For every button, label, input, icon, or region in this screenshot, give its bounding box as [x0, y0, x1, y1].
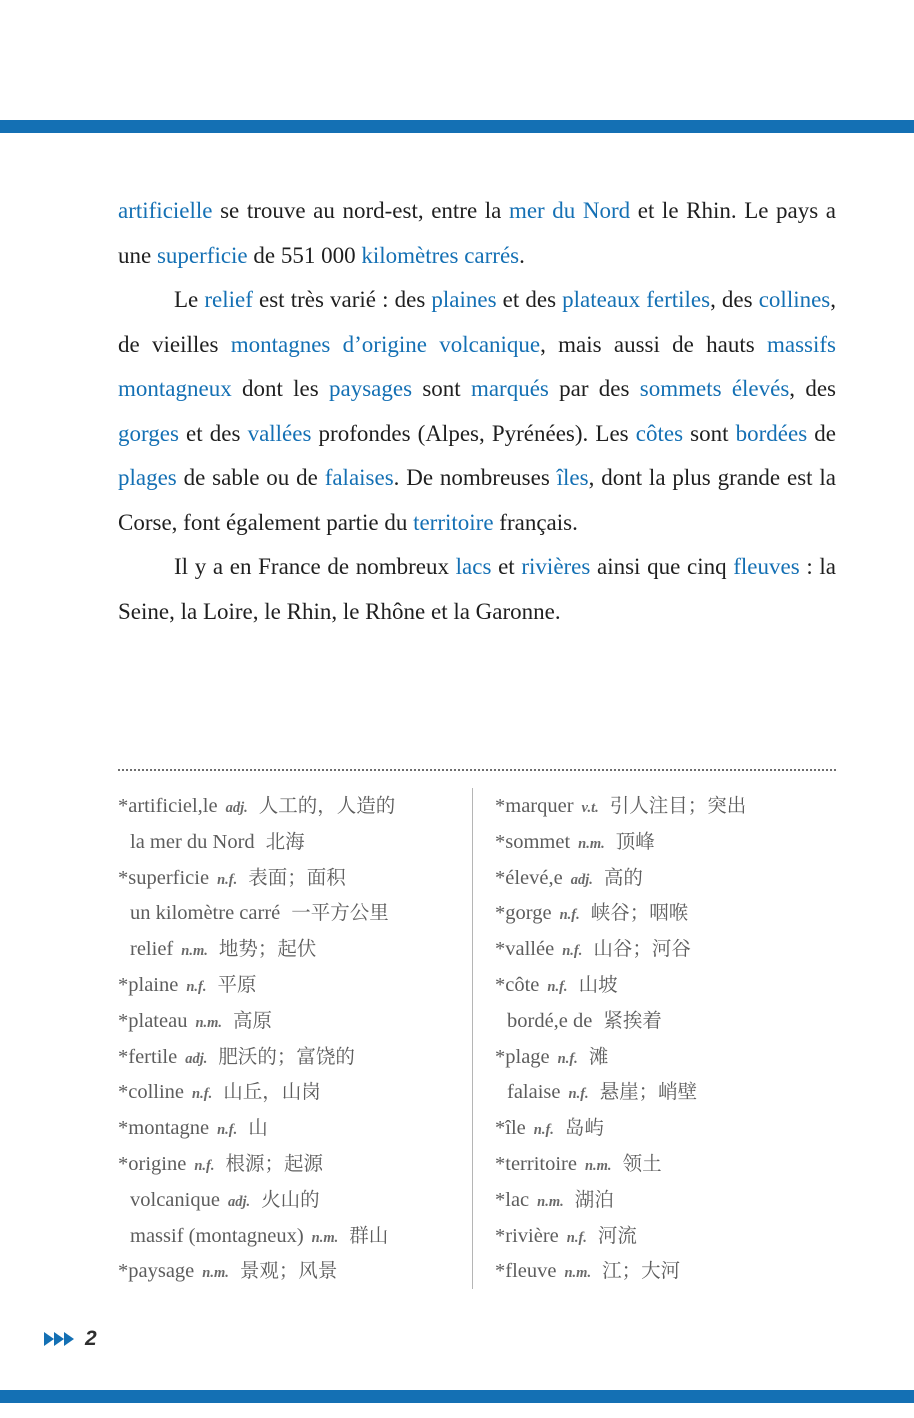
passage-text: et des	[178, 420, 248, 446]
vocab-entry	[118, 1218, 472, 1254]
passage-text: : la Seine, la Loire, le Rhin, le Rhône et la Garonne.	[118, 554, 836, 624]
vocab-column-left	[118, 788, 472, 1289]
keyword-highlight: massifs montagneux	[118, 331, 836, 401]
vocab-translation: 滩	[588, 1044, 609, 1068]
vocab-part-of-speech: n.f.	[547, 978, 568, 995]
vocab-word: *plaine	[118, 973, 179, 996]
keyword-highlight: bordées	[735, 420, 808, 446]
vocab-translation: 群山	[349, 1223, 389, 1247]
vocab-entry	[495, 1253, 836, 1289]
vocab-word: *origine	[118, 1152, 187, 1175]
passage-text: , de vieilles	[118, 287, 837, 357]
vocab-entry	[118, 860, 472, 896]
vocab-translation: 山	[248, 1116, 268, 1140]
page-number: 2	[85, 1327, 97, 1350]
vocab-entry	[495, 860, 836, 896]
vocab-translation: 火山的	[261, 1187, 320, 1211]
vocab-word: *plage	[495, 1045, 550, 1068]
keyword-highlight: territoire	[413, 509, 494, 535]
keyword-highlight: artificielle	[118, 198, 213, 223]
vocab-entry	[495, 931, 836, 967]
passage-text: par des	[548, 376, 640, 401]
vocab-word: *gorge	[495, 902, 552, 925]
vocab-entry	[118, 895, 472, 931]
vocab-translation: 高原	[233, 1008, 273, 1032]
vocab-entry	[495, 1003, 836, 1039]
passage-text: de sable ou de	[176, 465, 325, 490]
vocab-entry	[118, 1074, 472, 1110]
keyword-highlight: paysages	[329, 376, 413, 401]
section-separator	[118, 769, 836, 771]
passage-text: Le	[174, 287, 205, 312]
keyword-highlight: fleuves	[733, 554, 800, 579]
vocab-part-of-speech: adj.	[227, 1193, 251, 1210]
vocab-part-of-speech: n.m.	[578, 835, 605, 852]
keyword-highlight: gorges	[118, 420, 179, 446]
vocab-entry	[118, 1253, 472, 1289]
top-rule	[0, 120, 914, 133]
vocab-entry	[118, 1110, 472, 1146]
keyword-highlight: îles	[556, 465, 589, 490]
vocab-part-of-speech: n.f.	[562, 943, 583, 960]
vocab-entry	[495, 895, 836, 931]
vocab-word: *colline	[118, 1081, 185, 1104]
vocab-translation: 根源；起源	[225, 1151, 323, 1175]
vocab-part-of-speech: n.f.	[559, 907, 580, 924]
vocab-entry	[495, 1182, 836, 1218]
keyword-highlight: kilomètres carrés	[361, 242, 520, 268]
keyword-highlight: sommets élevés	[639, 376, 790, 401]
fast-forward-arrows-icon	[44, 1331, 76, 1347]
keyword-highlight: plaines	[431, 287, 497, 312]
vocab-part-of-speech: adj.	[185, 1050, 208, 1067]
passage-text: de 551 000	[247, 242, 362, 268]
passage-text: français.	[493, 509, 578, 535]
keyword-highlight: plages	[118, 465, 177, 490]
vocab-translation: 湖泊	[574, 1187, 614, 1211]
vocab-translation: 河流	[597, 1223, 637, 1247]
vocab-translation: 山丘，山岗	[223, 1080, 321, 1104]
vocab-part-of-speech: n.f.	[566, 1229, 587, 1246]
vocab-column-right	[495, 788, 836, 1289]
vocab-word: bordé,e de	[507, 1009, 593, 1032]
bottom-rule	[0, 1390, 914, 1403]
vocab-word: volcanique	[130, 1188, 220, 1211]
vocab-part-of-speech: n.m.	[202, 1265, 229, 1282]
page-footer	[44, 1327, 97, 1351]
vocab-entry	[118, 967, 472, 1003]
passage-text: et des	[496, 287, 563, 312]
passage-text: , des	[710, 287, 759, 312]
vocab-entry	[495, 1039, 836, 1075]
vocab-part-of-speech: n.f.	[217, 1122, 238, 1139]
vocab-part-of-speech: adj.	[570, 871, 593, 888]
vocab-entry	[118, 1039, 472, 1075]
vocab-translation: 引人注目；突出	[609, 794, 747, 817]
vocab-translation: 地势；起伏	[218, 937, 317, 961]
vocab-word: massif (montagneux)	[130, 1224, 304, 1247]
vocab-word: la mer du Nord	[130, 830, 255, 853]
vocab-entry	[118, 1003, 472, 1039]
vocab-entry	[495, 967, 836, 1003]
keyword-highlight: lacs	[455, 554, 492, 579]
vocab-part-of-speech: n.m.	[311, 1229, 339, 1246]
vocab-translation: 表面；面积	[248, 865, 346, 889]
passage-text: sont	[683, 420, 736, 446]
keyword-highlight: marqués	[470, 376, 549, 401]
vocab-part-of-speech: adj.	[225, 800, 248, 816]
vocab-word: *côte	[495, 973, 540, 996]
vocab-word: falaise	[507, 1081, 561, 1104]
vocab-word: *territoire	[495, 1152, 577, 1175]
vocab-word: *plateau	[118, 1009, 188, 1032]
vocab-part-of-speech: n.f.	[557, 1050, 578, 1067]
passage-text: et le Rhin. Le pays a une	[118, 198, 836, 268]
passage-text: se trouve au nord-est, entre la	[212, 198, 509, 223]
passage-text: ainsi que cinq	[590, 554, 734, 579]
vocab-word: un kilomètre carré	[130, 902, 281, 925]
vocab-part-of-speech: n.f.	[194, 1157, 215, 1174]
passage-text: . De nombreuses	[393, 465, 557, 490]
vocab-part-of-speech: n.m.	[181, 943, 208, 960]
vocab-translation: 悬崖；峭壁	[599, 1080, 698, 1104]
vocab-word: *paysage	[118, 1260, 195, 1283]
vocab-word: *rivière	[495, 1224, 559, 1247]
keyword-highlight: côtes	[635, 420, 684, 446]
vocab-entry	[495, 824, 836, 860]
vocab-word: *île	[495, 1117, 526, 1140]
keyword-highlight: plateaux fertiles	[562, 287, 711, 312]
vocab-word: *élevé,e	[495, 866, 563, 889]
passage-text: , des	[789, 376, 836, 401]
vocab-part-of-speech: v.t.	[581, 800, 599, 816]
vocab-entry	[118, 931, 472, 967]
vocab-entry	[118, 1182, 472, 1218]
vocab-translation: 岛屿	[564, 1116, 604, 1140]
vocab-entry	[495, 1110, 836, 1146]
keyword-highlight: vallées	[247, 420, 312, 446]
vocab-translation: 山谷；河谷	[593, 937, 691, 961]
vocab-word: *montagne	[118, 1117, 210, 1140]
vocab-word: *superficie	[118, 866, 210, 889]
vocab-column-divider	[472, 788, 473, 1289]
vocab-translation: 高的	[603, 865, 643, 889]
passage	[118, 189, 836, 634]
vocab-translation: 山坡	[578, 972, 618, 996]
passage-text: .	[519, 242, 525, 268]
vocab-part-of-speech: n.m.	[195, 1014, 223, 1031]
vocab-translation: 景观；风景	[239, 1259, 338, 1283]
passage-paragraph	[118, 278, 836, 545]
keyword-highlight: relief	[204, 287, 253, 312]
vocab-part-of-speech: n.f.	[217, 871, 238, 888]
passage-text: Il y a en France de nombreux	[174, 554, 456, 579]
vocab-part-of-speech: n.m.	[584, 1157, 612, 1174]
passage-text: est très varié : des	[252, 287, 432, 312]
passage-text: et	[491, 554, 522, 579]
vocab-entry	[495, 1218, 836, 1254]
vocab-translation: 顶峰	[615, 829, 655, 853]
passage-text: de	[807, 420, 837, 446]
passage-text: sont	[412, 376, 471, 401]
vocab-translation: 领土	[622, 1151, 662, 1175]
keyword-highlight: collines	[758, 287, 831, 312]
vocab-translation: 平原	[217, 972, 257, 996]
vocab-part-of-speech: n.f.	[533, 1122, 554, 1139]
keyword-highlight: falaises	[324, 465, 394, 490]
vocab-entry	[495, 1146, 836, 1182]
vocab-translation: 峡谷；咽喉	[590, 901, 689, 925]
vocab-entry	[118, 1146, 472, 1182]
passage-text: profondes (Alpes, Pyrénées). Les	[311, 420, 636, 446]
passage-text: dont les	[231, 376, 329, 401]
vocab-entry	[118, 788, 472, 824]
vocab-entry	[118, 824, 472, 860]
keyword-highlight: mer du Nord	[508, 198, 631, 223]
vocab-word: *marquer	[495, 795, 574, 817]
vocab-translation: 一平方公里	[291, 901, 389, 925]
vocab-section	[118, 788, 836, 1289]
vocab-part-of-speech: n.f.	[568, 1086, 589, 1103]
vocab-part-of-speech: n.m.	[537, 1193, 564, 1210]
vocab-word: *vallée	[495, 938, 555, 961]
passage-text: , dont la plus grande est la Corse, font également partie du	[118, 465, 836, 535]
vocab-entry	[495, 1074, 836, 1110]
vocab-translation: 肥沃的；富饶的	[218, 1044, 355, 1068]
vocab-word: *lac	[495, 1188, 530, 1211]
vocab-translation: 人工的，人造的	[258, 794, 396, 817]
vocab-translation: 紧挨着	[603, 1008, 662, 1032]
passage-text: , mais aussi de hauts	[540, 331, 767, 357]
keyword-highlight: montagnes d’origine volcanique	[230, 331, 541, 357]
passage-paragraph	[118, 545, 836, 634]
vocab-part-of-speech: n.f.	[186, 978, 207, 995]
vocab-translation: 江；大河	[602, 1259, 681, 1283]
vocab-part-of-speech: n.f.	[192, 1086, 213, 1103]
vocab-part-of-speech: n.m.	[564, 1265, 592, 1282]
vocab-word: *fertile	[118, 1045, 178, 1068]
vocab-entry	[495, 788, 836, 824]
vocab-translation: 北海	[265, 829, 305, 853]
vocab-word: relief	[130, 938, 174, 961]
keyword-highlight: rivières	[521, 554, 591, 579]
vocab-word: *sommet	[495, 830, 571, 853]
keyword-highlight: superficie	[156, 242, 248, 268]
vocab-word: *artificiel,le	[118, 795, 218, 817]
passage-paragraph	[118, 189, 836, 278]
vocab-word: *fleuve	[495, 1260, 557, 1283]
